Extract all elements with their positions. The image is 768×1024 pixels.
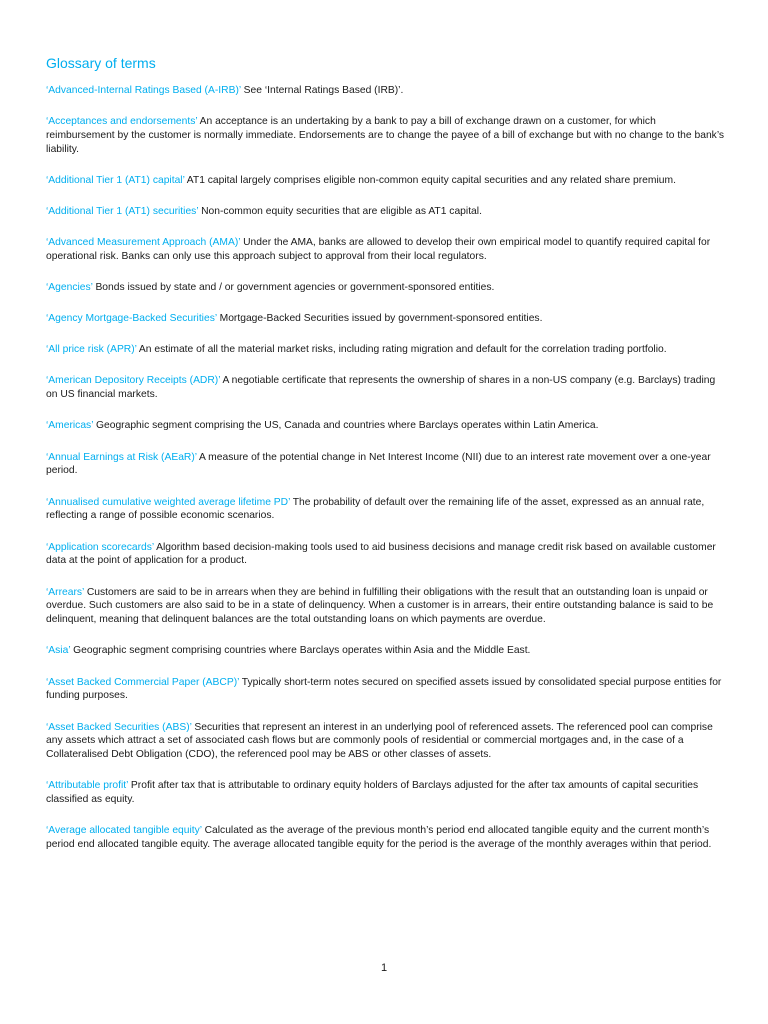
- glossary-term: ‘Agencies’: [46, 282, 93, 294]
- glossary-entry: [46, 374, 726, 402]
- glossary-definition: Calculated as the average of the previous month’s period end allocated tangible equity and the current month’s period end allocated tangible equity. The average allocated tangible equity for the period is the average of the monthly averages within that period.: [46, 825, 712, 851]
- glossary-definition: Algorithm based decision-making tools used to aid business decisions and manage credit risk based on available customer data at the point of application for a product.: [46, 541, 716, 567]
- glossary-definition: Profit after tax that is attributable to ordinary equity holders of Barclays adjusted for the after tax amounts of capital securities classified as equity.: [46, 780, 699, 806]
- glossary-list: [46, 84, 726, 869]
- glossary-entry: [46, 496, 726, 524]
- glossary-entry: [46, 451, 726, 479]
- glossary-definition: An estimate of all the material market risks, including rating migration and default for the correlation trading portfolio.: [138, 344, 667, 356]
- glossary-term: ‘Agency Mortgage-Backed Securities’: [46, 313, 217, 325]
- glossary-entry: [46, 586, 726, 628]
- glossary-entry: [46, 205, 726, 219]
- page-title: Glossary of terms: [46, 55, 156, 71]
- glossary-term: ‘Average allocated tangible equity’: [46, 825, 202, 837]
- glossary-entry: [46, 644, 726, 658]
- glossary-definition: Typically short-term notes secured on specified assets issued by consolidated special purpose entities for funding purposes.: [46, 676, 722, 702]
- glossary-definition: A measure of the potential change in Net Interest Income (NII) due to an interest rate movement over a one-year period.: [46, 451, 711, 477]
- glossary-term: ‘Advanced-Internal Ratings Based (A-IRB)’: [46, 85, 241, 96]
- page-number: 1: [380, 962, 388, 974]
- glossary-entry: [46, 312, 726, 326]
- glossary-term: ‘Asia’: [46, 645, 71, 657]
- glossary-term: ‘Annualised cumulative weighted average lifetime PD’: [46, 496, 291, 508]
- glossary-term: ‘Americas’: [46, 420, 94, 432]
- glossary-entry: [46, 174, 726, 188]
- glossary-term: ‘Additional Tier 1 (AT1) capital’: [46, 175, 185, 186]
- glossary-definition: AT1 capital largely comprises eligible non-common equity capital securities and any related share premium.: [186, 175, 676, 186]
- glossary-definition: See ‘Internal Ratings Based (IRB)’.: [243, 85, 404, 96]
- glossary-entry: [46, 824, 726, 852]
- glossary-definition: Under the AMA, banks are allowed to develop their own empirical model to quantify required capital for operational risk. Banks can only use this approach subject to approval from their local regulators.: [46, 237, 711, 263]
- glossary-term: ‘Attributable profit’: [46, 780, 129, 792]
- glossary-definition: Bonds issued by state and / or government agencies or government-sponsored entities.: [95, 282, 495, 294]
- glossary-entry: [46, 419, 726, 433]
- glossary-definition: Geographic segment comprising countries where Barclays operates within Asia and the Middle East.: [73, 645, 531, 657]
- glossary-definition: The probability of default over the remaining life of the asset, expressed as an annual rate, reflecting a range of possible economic scenarios.: [46, 496, 705, 522]
- glossary-definition: A negotiable certificate that represents the ownership of shares in a non-US company (e.g. Barclays) trading on US financial markets.: [46, 375, 716, 401]
- glossary-term: ‘Application scorecards’: [46, 541, 154, 553]
- glossary-term: ‘Asset Backed Commercial Paper (ABCP)’: [46, 676, 240, 688]
- glossary-definition: Securities that represent an interest in an underlying pool of referenced assets. The referenced pool can comprise any assets which attract a set of associated cash flows but are commonly pools of residential or commercial mortgages and, in the case of a Collateralised Debt Obligation (CDO), the referenced pool may be ABS or other classes of assets.: [46, 721, 713, 761]
- glossary-term: ‘Annual Earnings at Risk (AEaR)’: [46, 451, 197, 463]
- glossary-entry: [46, 281, 726, 295]
- glossary-term: ‘American Depository Receipts (ADR)’: [46, 375, 221, 387]
- glossary-entry: [46, 343, 726, 357]
- glossary-entry: [46, 721, 726, 763]
- glossary-entry: [46, 84, 726, 98]
- glossary-entry: [46, 676, 726, 704]
- glossary-term: ‘Acceptances and endorsements’: [46, 116, 198, 128]
- glossary-term: ‘Arrears’: [46, 586, 84, 598]
- glossary-term: ‘Advanced Measurement Approach (AMA)’: [46, 237, 241, 249]
- glossary-definition: Mortgage-Backed Securities issued by government-sponsored entities.: [219, 313, 543, 325]
- glossary-entry: [46, 541, 726, 569]
- glossary-term: ‘All price risk (APR)’: [46, 344, 137, 356]
- glossary-definition: Geographic segment comprising the US, Canada and countries where Barclays operates within Latin America.: [95, 420, 599, 432]
- glossary-definition: Non-common equity securities that are eligible as AT1 capital.: [201, 206, 482, 218]
- glossary-entry: [46, 115, 726, 157]
- glossary-term: ‘Asset Backed Securities (ABS)’: [46, 721, 192, 733]
- glossary-term: ‘Additional Tier 1 (AT1) securities’: [46, 206, 199, 218]
- glossary-entry: [46, 779, 726, 807]
- glossary-entry: [46, 236, 726, 264]
- glossary-definition: An acceptance is an undertaking by a bank to pay a bill of exchange drawn on a customer, for which reimbursement by the customer is normally immediate. Endorsements are to change the payee of a bill of exchange but with no change to the bank’s liability.: [46, 116, 725, 155]
- glossary-definition: Customers are said to be in arrears when they are behind in fulfilling their obligations with the result that an outstanding loan is unpaid or overdue. Such customers are also said to be in a state of delinquency. When a customer is in arrears, their entire outstanding balance is said to be delinquent, meaning that delinquent balances are the total outstanding loans on which payments are overdue.: [46, 586, 714, 626]
